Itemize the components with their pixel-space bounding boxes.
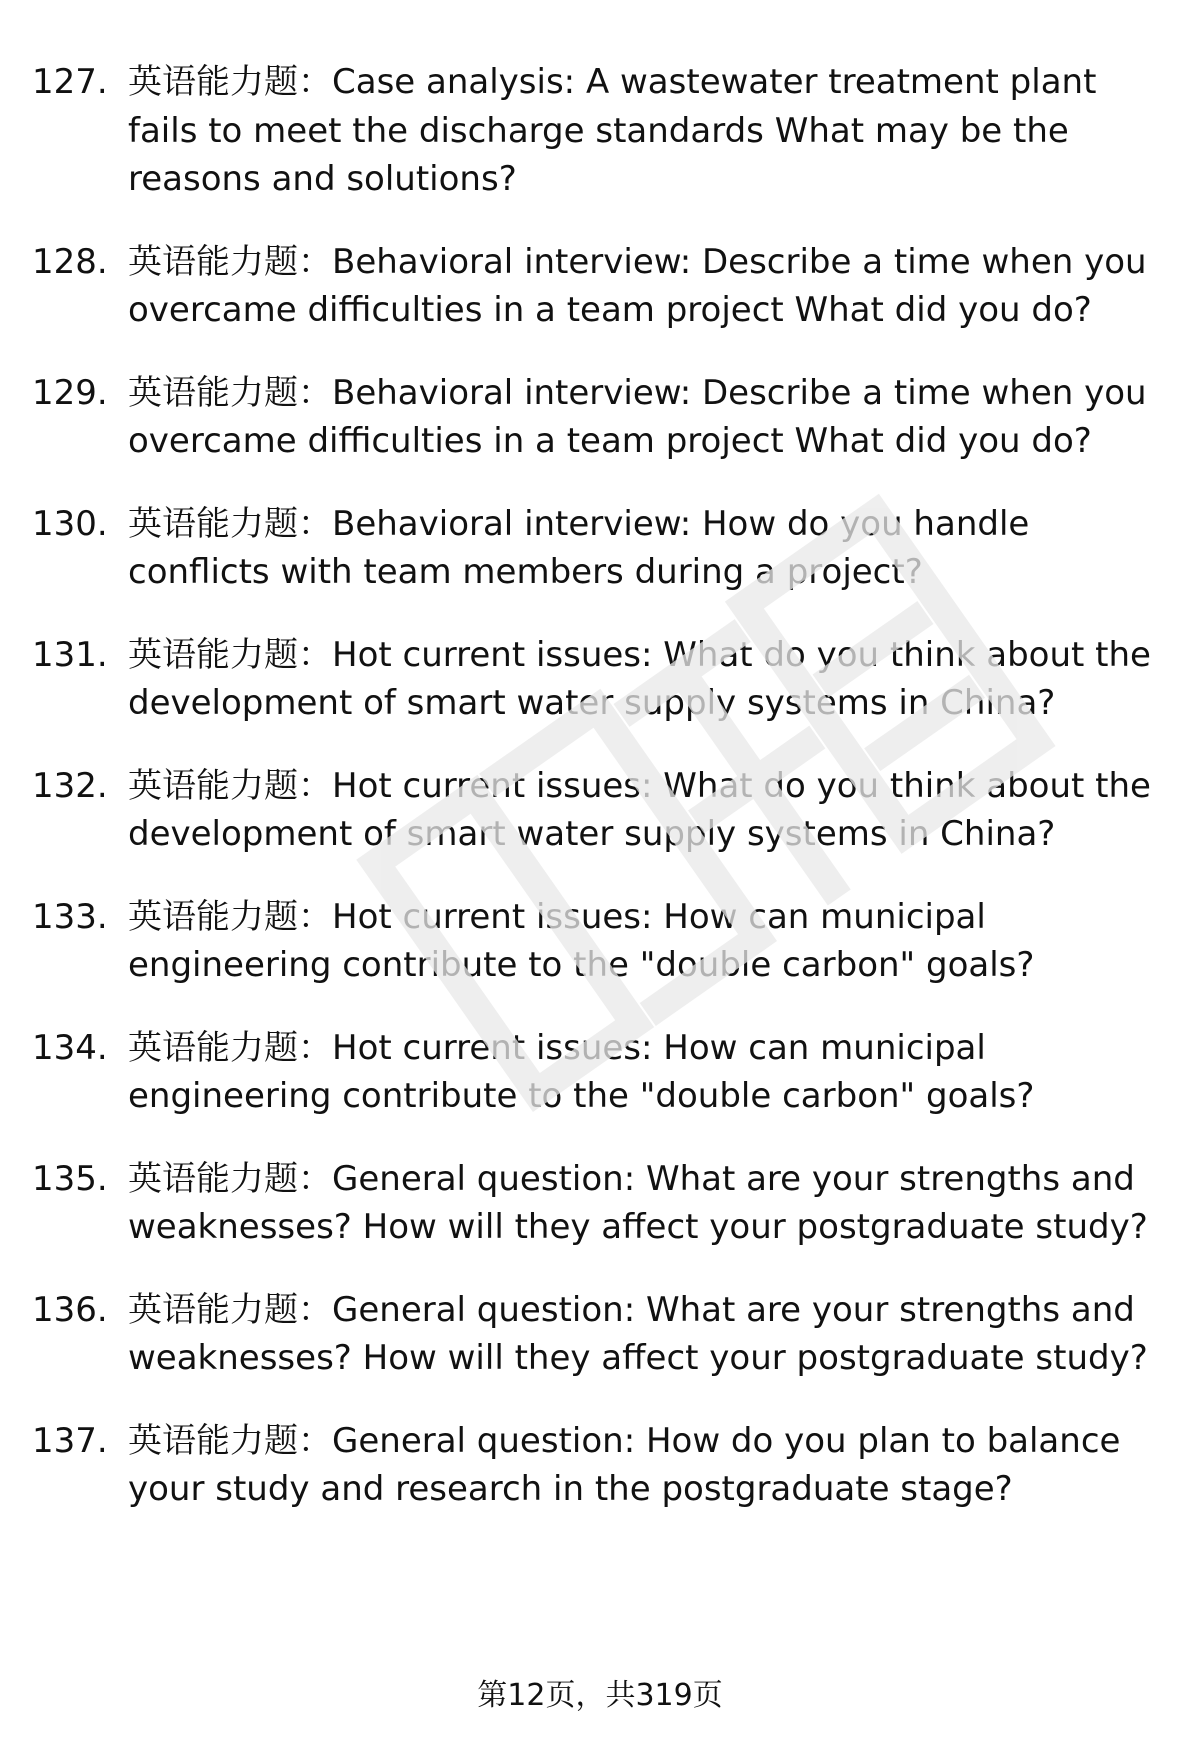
question-number: 130. — [32, 503, 108, 544]
question-body — [128, 893, 1172, 990]
question-number: 129. — [32, 372, 108, 413]
question-text: Hot current issues: How can municipal engineering contribute to the "double carbon" goals? — [128, 1027, 1035, 1116]
question-category: 英语能力题： — [128, 1420, 332, 1461]
question-category: 英语能力题： — [128, 372, 332, 413]
question-category: 英语能力题： — [128, 241, 332, 282]
question-item — [32, 1286, 1172, 1383]
question-category: 英语能力题： — [128, 1027, 332, 1068]
question-body — [128, 58, 1172, 204]
question-item — [32, 58, 1172, 204]
question-number: 132. — [32, 765, 108, 806]
question-text: Behavioral interview: How do you handle conflicts with team members during a project? — [128, 503, 1030, 592]
question-item — [32, 500, 1172, 597]
question-item — [32, 762, 1172, 859]
question-text: Hot current issues: What do you think about the development of smart water supply systems in China? — [128, 634, 1151, 723]
question-item — [32, 1024, 1172, 1121]
question-category: 英语能力题： — [128, 634, 332, 675]
question-item — [32, 893, 1172, 990]
question-text: General question: How do you plan to balance your study and research in the postgraduate stage? — [128, 1420, 1121, 1509]
question-list — [32, 58, 1172, 1548]
question-category: 英语能力题： — [128, 765, 332, 806]
question-text: Hot current issues: What do you think about the development of smart water supply systems in China? — [128, 765, 1151, 854]
question-number: 133. — [32, 896, 108, 937]
question-text: Case analysis: A wastewater treatment plant fails to meet the discharge standards What may be the reasons and solutions? — [128, 62, 1097, 199]
question-category: 英语能力题： — [128, 62, 332, 102]
question-category: 英语能力题： — [128, 1158, 332, 1199]
question-body — [128, 369, 1172, 466]
question-item — [32, 238, 1172, 335]
question-number: 131. — [32, 634, 108, 675]
question-body — [128, 1417, 1172, 1514]
question-body — [128, 500, 1172, 597]
question-item — [32, 631, 1172, 728]
question-body — [128, 1024, 1172, 1121]
question-body — [128, 631, 1172, 728]
question-number: 127. — [32, 62, 108, 102]
question-text: General question: What are your strengths and weaknesses? How will they affect your postgraduate study? — [128, 1289, 1148, 1378]
question-body — [128, 1286, 1172, 1383]
question-category: 英语能力题： — [128, 503, 332, 544]
question-number: 136. — [32, 1289, 108, 1330]
question-item — [32, 369, 1172, 466]
question-item — [32, 1155, 1172, 1252]
question-body — [128, 762, 1172, 859]
question-body — [128, 1155, 1172, 1252]
question-item — [32, 1417, 1172, 1514]
question-text: Behavioral interview: Describe a time when you overcame difficulties in a team project What did you do? — [128, 372, 1147, 461]
question-text: Hot current issues: How can municipal engineering contribute to the "double carbon" goals? — [128, 896, 1035, 985]
question-number: 135. — [32, 1158, 108, 1199]
question-number: 128. — [32, 241, 108, 282]
question-text: General question: What are your strengths and weaknesses? How will they affect your postgraduate study? — [128, 1158, 1148, 1247]
question-category: 英语能力题： — [128, 1289, 332, 1330]
question-category: 英语能力题： — [128, 896, 332, 937]
question-text: Behavioral interview: Describe a time when you overcame difficulties in a team project What did you do? — [128, 241, 1147, 330]
page-footer — [0, 1676, 1200, 1716]
question-number: 137. — [32, 1420, 108, 1461]
page-number-label: 第12页，共319页 — [477, 1678, 723, 1713]
question-body — [128, 238, 1172, 335]
question-number: 134. — [32, 1027, 108, 1068]
